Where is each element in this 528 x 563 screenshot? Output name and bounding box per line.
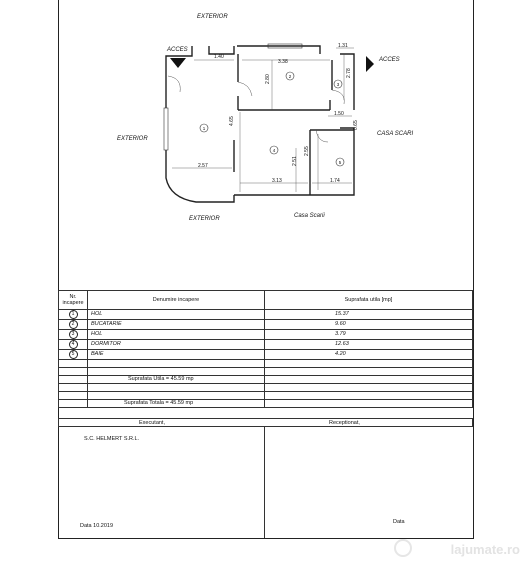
label-casa-scari: CASA SCARI — [377, 131, 414, 137]
rooms-table — [58, 290, 473, 408]
watermark-logo-icon — [394, 539, 412, 557]
row-number: 2 — [69, 320, 78, 329]
row-name: HOL — [88, 310, 265, 320]
table-row-empty — [59, 392, 473, 400]
room-marker-5-label: 5 — [338, 160, 342, 165]
row-area: 12.63 — [265, 340, 473, 350]
header-suprafata: Suprafata utila [mp] — [265, 291, 473, 310]
table-row — [59, 320, 473, 330]
dim-label: 2.80 — [265, 74, 271, 84]
label-acces-left: ACCES — [167, 47, 188, 53]
dim-label: 0.65 — [353, 120, 359, 130]
row-area: 15.37 — [265, 310, 473, 320]
dim-label: 1.31 — [338, 43, 348, 49]
label-exterior-bottom: EXTERIOR — [189, 216, 220, 222]
label-exterior-top: EXTERIOR — [197, 14, 228, 20]
header-nr: Nr. incapere — [59, 291, 88, 310]
executant-label: Executant, — [139, 420, 165, 426]
table-row-empty — [59, 368, 473, 376]
dim-label: 1.50 — [334, 111, 344, 117]
row-area: 4.20 — [265, 350, 473, 360]
table-row — [59, 340, 473, 350]
label-acces-right: ACCES — [379, 57, 400, 63]
dim-label: 4.65 — [229, 116, 235, 126]
row-number: 4 — [69, 340, 78, 349]
room-marker-2-label: 2 — [288, 74, 292, 79]
label-exterior-left: EXTERIOR — [117, 136, 148, 142]
acces-arrow-right — [366, 56, 374, 72]
table-row-empty — [59, 384, 473, 392]
signature-header — [58, 418, 473, 427]
dim-label: 3.13 — [272, 178, 282, 184]
row-area: 3.79 — [265, 330, 473, 340]
dim-label: 2.51 — [292, 156, 298, 166]
row-name: DORMITOR — [88, 340, 265, 350]
table-row-empty — [59, 360, 473, 368]
table-row-totala — [59, 400, 473, 408]
date-right: Data — [393, 519, 405, 525]
row-number: 3 — [69, 330, 78, 339]
room-marker-4-label: 4 — [272, 148, 276, 153]
dim-label: 2.78 — [346, 68, 352, 78]
dim-label: 2.55 — [304, 146, 310, 156]
row-area: 9.60 — [265, 320, 473, 330]
label-casa-scarii: Casa Scarii — [294, 213, 325, 219]
dim-label: 1.74 — [330, 178, 340, 184]
table-row — [59, 310, 473, 320]
table-row-utila — [59, 376, 473, 384]
watermark: lajumate.ro — [450, 542, 520, 557]
room-marker-1-label: 1 — [202, 126, 206, 131]
row-name: BUCATARIE — [88, 320, 265, 330]
dim-label: 2.57 — [198, 163, 208, 169]
company-name: S.C. HELMERT S.R.L. — [84, 436, 140, 442]
receptionat-label: Receptionat, — [329, 420, 360, 426]
dim-label: 1.40 — [214, 54, 224, 60]
suprafata-totala: Suprafata Totala = 45.59 mp — [88, 400, 265, 408]
dim-label: 3.38 — [278, 59, 288, 65]
table-row — [59, 350, 473, 360]
row-number: 1 — [69, 310, 78, 319]
suprafata-utila: Suprafata Utila = 45.59 mp — [88, 376, 265, 384]
row-number: 5 — [69, 350, 78, 359]
acces-arrow-left — [170, 58, 186, 68]
room-marker-3-label: 3 — [336, 82, 340, 87]
header-denumire: Denumire incapere — [88, 291, 265, 310]
row-name: HOL — [88, 330, 265, 340]
signature-divider — [264, 427, 265, 538]
row-name: BAIE — [88, 350, 265, 360]
table-row — [59, 330, 473, 340]
date-left: Data 10.2019 — [80, 523, 114, 529]
